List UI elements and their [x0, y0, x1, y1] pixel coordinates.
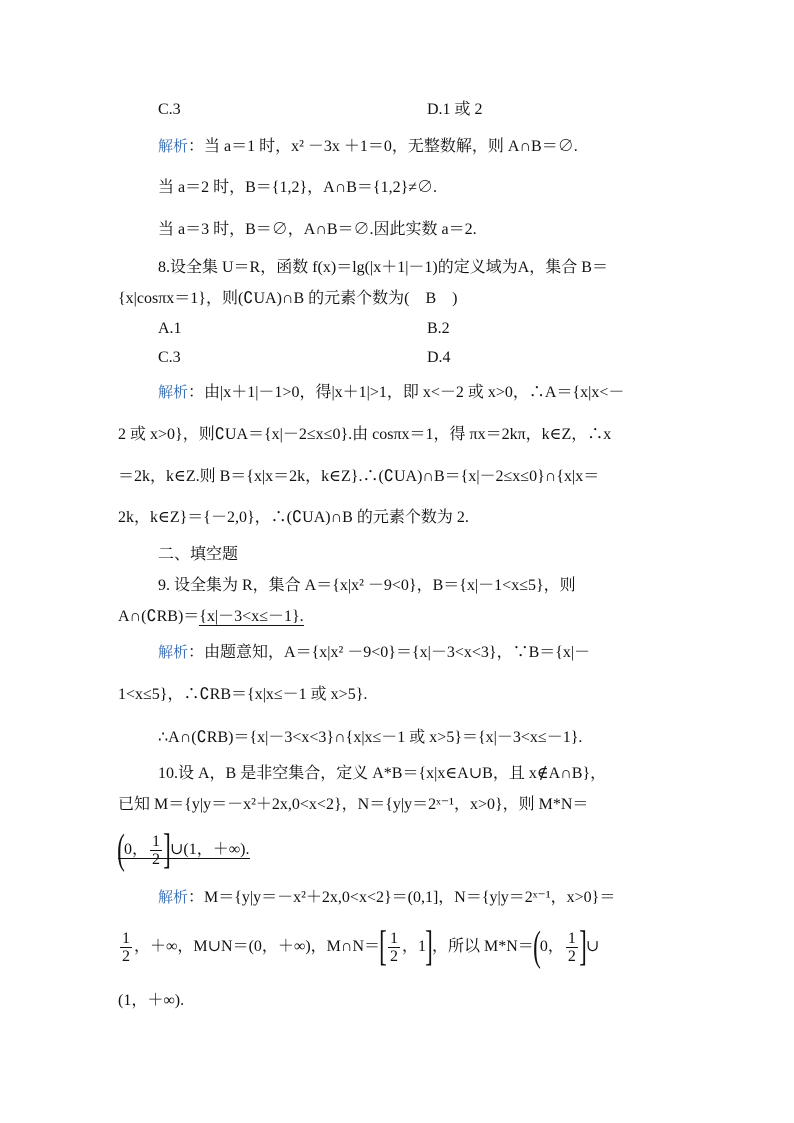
- solution-line: [158, 135, 578, 158]
- numerator: 1: [390, 929, 398, 947]
- numerator: 1: [122, 929, 130, 947]
- text-line: (1，＋∞).: [118, 992, 185, 1009]
- text-line: ＝2k，k∈Z.则 B＝{x|x＝2k，k∈Z}.∴(∁UA)∩B＝{x|－2≤x≤0}∩{x|x＝: [118, 468, 600, 485]
- text-line: 1<x≤5}，∴∁RB＝{x|x≤－1 或 x>5}.: [118, 686, 368, 703]
- option-c: C.3: [158, 101, 181, 118]
- answer-blank: {x|－3<x≤－1}.: [199, 608, 304, 625]
- question-8: 8.设全集 U＝R，函数 f(x)＝lg(|x＋1|－1)的定义域为A，集合 B＝: [158, 259, 608, 276]
- denominator: 2: [122, 947, 130, 965]
- denominator: 2: [567, 947, 576, 965]
- numerator: 1: [567, 929, 576, 947]
- solution-line: [158, 381, 624, 404]
- denominator: 2: [152, 850, 161, 868]
- solution-label: 解析: [158, 383, 189, 401]
- text-line: $\frac{1}{2}$ ，＋∞，M∪N＝(0，＋∞)，M∩N＝[ $\frac{1}{2}$ ，1]，所以 M*N＝(0， $\frac{1}{2}$ ]∪: [122, 924, 600, 971]
- option-d: D.1 或 2: [427, 101, 483, 118]
- answer-part: ∪(1，＋∞).: [170, 841, 250, 858]
- section-heading: 二、填空题: [158, 544, 239, 563]
- solution-line: [158, 886, 615, 909]
- text-part: ，所以 M*N＝: [432, 938, 534, 955]
- question-9-cont: [118, 606, 304, 628]
- question-10-cont: 已知 M＝{y|y＝－x²＋2x,0<x<2}，N＝{y|y＝2ˣ⁻¹，x>0}，则 M*N＝: [118, 796, 589, 813]
- question-10: 10.设 A，B 是非空集合，定义 A*B＝{x|x∈A∪B，且 x∉A∩B}，: [158, 765, 607, 782]
- text-line: ∴A∩(∁RB)＝{x|－3<x<3}∩{x|x≤－1 或 x>5}＝{x|－3<x≤－1}.: [158, 729, 583, 746]
- solution-text: ：M＝{y|y＝－x²＋2x,0<x<2}＝(0,1]，N＝{y|y＝2ˣ⁻¹，x>0}＝: [188, 889, 616, 906]
- fraction: [150, 833, 162, 868]
- option-c: C.3: [158, 349, 181, 366]
- question-9: 9. 设全集为 R，集合 A＝{x|x² －9<0}，B＝{x|－1<x≤5}，则: [158, 577, 576, 594]
- solution-label: 解析: [158, 137, 189, 155]
- fraction: [566, 930, 578, 965]
- option-a: A.1: [158, 320, 182, 337]
- denominator: 2: [390, 947, 398, 965]
- text-part: ，1: [402, 938, 427, 955]
- answer-line: [118, 825, 250, 875]
- answer-blank: (0， $\frac{1}{2}$ ]∪(1，＋∞).: [117, 827, 250, 874]
- solution-line: [158, 641, 590, 664]
- text-line: 当 a＝3 时，B＝∅，A∩B＝∅.因此实数 a＝2.: [158, 221, 477, 238]
- solution-label: 解析: [158, 888, 189, 906]
- text-line: 2 或 x>0}，则∁UA＝{x|－2≤x≤0}.由 cosπx＝1，得 πx＝2kπ，k∈Z，∴x: [118, 426, 612, 443]
- option-d: D.4: [427, 349, 451, 366]
- solution-text: ：当 a＝1 时，x² －3x ＋1＝0，无整数解，则 A∩B＝∅.: [188, 138, 578, 155]
- text-line: 当 a＝2 时，B＝{1,2}，A∩B＝{1,2}≠∅.: [158, 179, 438, 196]
- solution-text: ：由|x＋1|－1>0，得|x＋1|>1，即 x<－2 或 x>0，∴A＝{x|x<－: [188, 384, 625, 401]
- fraction: [120, 930, 132, 965]
- solution-text: ：由题意知，A＝{x|x² －9<0}＝{x|－3<x<3}，∵B＝{x|－: [188, 644, 591, 661]
- answer-part: 0，: [124, 841, 149, 858]
- text-part: 0，: [539, 938, 564, 955]
- option-b: B.2: [427, 320, 450, 337]
- numerator: 1: [152, 832, 161, 850]
- question-text: A∩(∁RB)＝: [118, 608, 200, 625]
- solution-label: 解析: [158, 643, 189, 661]
- fraction: [388, 930, 400, 965]
- question-8-cont: {x|cosπx＝1}，则(∁UA)∩B 的元素个数为( B ): [118, 290, 458, 307]
- text-part: ∪: [585, 938, 600, 955]
- text-part: ，＋∞，M∪N＝(0，＋∞)，M∩N＝: [134, 938, 380, 955]
- text-line: 2k，k∈Z}＝{－2,0}，∴(∁UA)∩B 的元素个数为 2.: [118, 509, 469, 526]
